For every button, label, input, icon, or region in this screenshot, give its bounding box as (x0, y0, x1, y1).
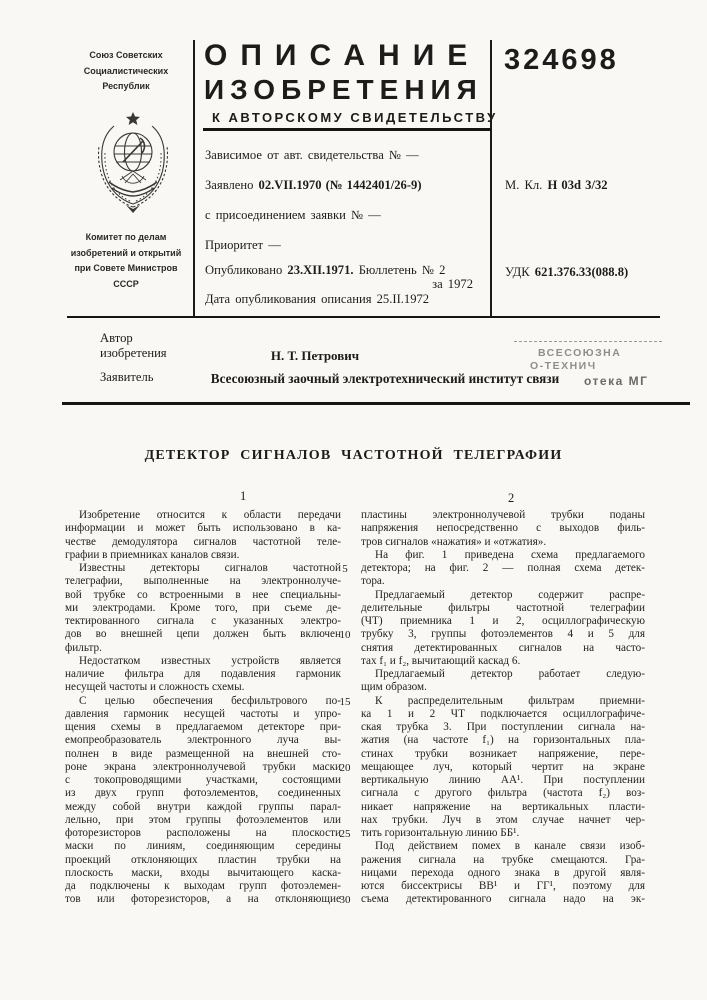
meta-published-rest: Бюллетень № 2 (358, 263, 446, 277)
invention-title: ДЕТЕКТОР СИГНАЛОВ ЧАСТОТНОЙ ТЕЛЕГРАФИИ (144, 448, 563, 463)
text-line: вой трубке со встроенными в нее специальны- (65, 588, 341, 601)
line-number: 30 (339, 894, 351, 907)
text-line: трубку 3, группы фотоэлементов 4 и 5 для (361, 628, 645, 641)
text-line: (ЧТ) приемника 1 и 2, осциллографическую (361, 615, 645, 627)
meta-udk (505, 265, 628, 280)
meta-published-label: Опубликовано (205, 263, 283, 277)
doc-type-line2: ИЗОБРЕТЕНИЯ (204, 74, 483, 105)
text-line: С целью обеспечения бесфильтрового по- (79, 694, 341, 707)
text-line: детектора; на фиг. 2 — полная схема детек- (361, 562, 645, 574)
author-label-line1: Автор (100, 331, 133, 345)
meta-filed-label: Заявлено (205, 178, 254, 192)
text-line: ницами перехода одного знака в другой явля- (361, 866, 645, 879)
doc-subtitle-underline (203, 128, 491, 131)
header-rule (67, 316, 660, 318)
text-line: никает напряжение на вертикальных пласти- (361, 800, 645, 813)
text-line: тах f₁ и f₂, вычитающий каскад 6. (361, 654, 521, 667)
text-line: информации и может быть использовано в ка- (65, 522, 341, 535)
text-line: нах трубки. Луч в этом случае начнет чер- (361, 813, 645, 826)
meta-pub-desc-date: Дата опубликования описания 25.II.1972 (205, 292, 430, 306)
body-column-1 (65, 509, 341, 907)
meta-priority: Приоритет — (205, 238, 281, 252)
meta-udk-label: УДК (505, 265, 530, 279)
text-line: роне экрана электроннолучевой трубки маски (65, 760, 341, 773)
text-line: тить горизонтальную линию ББ¹. (361, 827, 520, 839)
meta-filed (205, 178, 422, 193)
text-line: Известны детекторы сигналов частотной (79, 562, 341, 574)
doc-type-line1: ОПИСАНИЕ (204, 39, 481, 72)
union-line: Союз Советских (89, 50, 163, 60)
header-divider-left (193, 40, 195, 316)
applicant-name: Всесоюзный заочный электротехнический институт связи (210, 371, 560, 386)
text-line: фильтр. (65, 641, 102, 654)
committee-line: Комитет по делам (85, 232, 167, 242)
meta-filed-value: 02.VII.1970 (№ 1442401/26-9) (258, 178, 422, 192)
text-line: несущей частоты и сложность схемы. (65, 681, 245, 694)
text-line: честве демодулятора сигналов частотной теле- (65, 535, 341, 548)
text-line: между собой внутри каждой группы парал- (65, 800, 341, 813)
text-line: ская трубка 3. При поступлении сигнала на- (361, 721, 645, 733)
text-line: полнен в виде размещенной на внешней сто- (65, 747, 341, 760)
body-column-2 (361, 509, 645, 907)
stamp-line3: отека МГ (584, 374, 649, 388)
meta-published-date: 23.XII.1971. (287, 263, 354, 277)
text-line: дов во внешней цепи должен быть включен (65, 628, 341, 641)
text-line: Под действием помех в канале связи изоб- (375, 840, 645, 853)
text-line: щения схемы в предлагаемом детекторе при- (65, 721, 341, 733)
text-line: из двух групп фотоэлементов, соединенных (65, 787, 341, 800)
text-line: съема детектированного сигнала надо на эк- (361, 893, 645, 906)
committee-line: СССР (113, 278, 139, 289)
meta-udk-value: 621.376.33(088.8) (534, 265, 629, 279)
committee-line: при Совете Министров (74, 263, 178, 273)
issuer-block (58, 48, 194, 95)
committee-block (52, 230, 200, 292)
line-number-gutter (331, 509, 359, 909)
text-line: пластины электроннолучевой трубки поданы (361, 509, 645, 521)
author-label (100, 331, 167, 360)
text-line: напряжения непосредственно с выходов филь- (361, 522, 645, 535)
text-line: графии в приемниках каналов связи. (65, 548, 240, 561)
text-line: делительные фильтры частотной телеграфии (361, 601, 645, 614)
meta-published-cont: за 1972 (432, 277, 473, 291)
text-line: Предлагаемый детектор содержит распре- (375, 588, 645, 601)
text-line: ются биссектрисы ВВ¹ и ГГ¹, поэтому для (361, 880, 645, 892)
doc-subtitle: К АВТОРСКОМУ СВИДЕТЕЛЬСТВУ (212, 110, 498, 125)
meta-dependent: Зависимое от авт. свидетельства № — (205, 148, 419, 162)
text-line: проекций отклоняющих пластин трубки на (65, 853, 341, 866)
meta-mkl-value: Н 03d 3/32 (547, 178, 608, 192)
meta-mkl (505, 178, 608, 193)
text-line: фоторезисторов расположены на плоскости (65, 827, 341, 839)
line-number: 25 (339, 828, 351, 840)
committee-line: изобретений и открытий (70, 247, 182, 258)
column-number-2: 2 (508, 491, 515, 505)
text-line: маски по линиям, соединяющим середины (65, 840, 341, 853)
meta-published (205, 263, 445, 278)
stamp-line2: О-ТЕХНИЧ (530, 360, 597, 372)
text-line: вертикальную линию АА¹. При поступлении (361, 774, 645, 786)
text-line: снятия детектированных сигналов на часто- (361, 641, 645, 654)
text-line: Изобретение относится к области передачи (79, 509, 341, 521)
text-line: телеграфии, выполненные на электроннолуче- (65, 575, 341, 588)
text-line: да подключены к выходам групп фотоэлемен- (65, 880, 341, 892)
text-line: сигнала с другого фильтра (частота f₂) воз- (361, 787, 645, 800)
text-line: стинах трубки возникает напряжение, пере- (361, 747, 645, 760)
line-number: 5 (342, 563, 348, 575)
text-line: с токопроводящими участками, состоящими (65, 774, 341, 786)
line-number: 10 (339, 629, 351, 642)
column-number-1: 1 (240, 489, 247, 503)
meta-joined: с присоединением заявки № — (205, 208, 381, 222)
meta-mkl-label: М. Кл. (505, 178, 543, 192)
text-line: мещающее луч, который чертит на экране (361, 760, 645, 773)
text-line: емопреобразователь электронного луча вы- (65, 734, 341, 747)
publication-number: 324698 (504, 44, 619, 76)
line-number: 15 (339, 695, 351, 708)
text-line: щим образом. (361, 681, 427, 694)
text-line: Недостатком известных устройств является (79, 654, 341, 667)
star-shape (126, 112, 140, 125)
stamp-border (514, 341, 662, 342)
text-line: тов или фоторезисторов, а на отклоняющие (65, 893, 341, 906)
text-line: давления гармоник несущей частоты и упро- (65, 707, 341, 720)
text-line: тора. (361, 575, 385, 588)
stamp-line1: ВСЕСОЮЗНА (538, 347, 622, 359)
text-line: тектированного сигнала с указанных электро- (65, 615, 341, 627)
text-line: ражения сигнала на трубке смещаются. Гра- (361, 853, 645, 866)
applicant-label: Заявитель (100, 370, 154, 384)
header-divider-right (490, 40, 492, 316)
text-line: К распределительным фильтрам приемни- (375, 694, 645, 707)
text-line: тров сигналов «нажатия» и «отжатия». (361, 535, 547, 548)
text-line: ка 1 и 2 ЧТ подключается осциллографиче- (361, 707, 645, 720)
author-name: Н. Т. Петрович (270, 348, 360, 363)
ussr-emblem-icon (92, 108, 174, 216)
text-line: плоскость маски, входы вычитающего каска- (65, 866, 341, 879)
text-line: На фиг. 1 приведена схема предлагаемого (375, 548, 645, 561)
line-number: 20 (339, 761, 351, 774)
text-line: лельно, при этом группы фотоэлементов или (65, 813, 341, 826)
text-line: жатия (на частоте f₁) на горизонтальных пла- (361, 734, 645, 747)
text-line: Предлагаемый детектор работает следую- (375, 668, 645, 680)
text-line: наличие фильтра для подавления гармоник (65, 668, 341, 680)
section-rule (62, 402, 690, 405)
union-line: Социалистических (83, 65, 169, 76)
author-label-line2: изобретения (100, 345, 167, 360)
text-line: ми электродами. Кроме того, при съеме де- (65, 601, 341, 614)
union-line: Республик (102, 81, 150, 91)
